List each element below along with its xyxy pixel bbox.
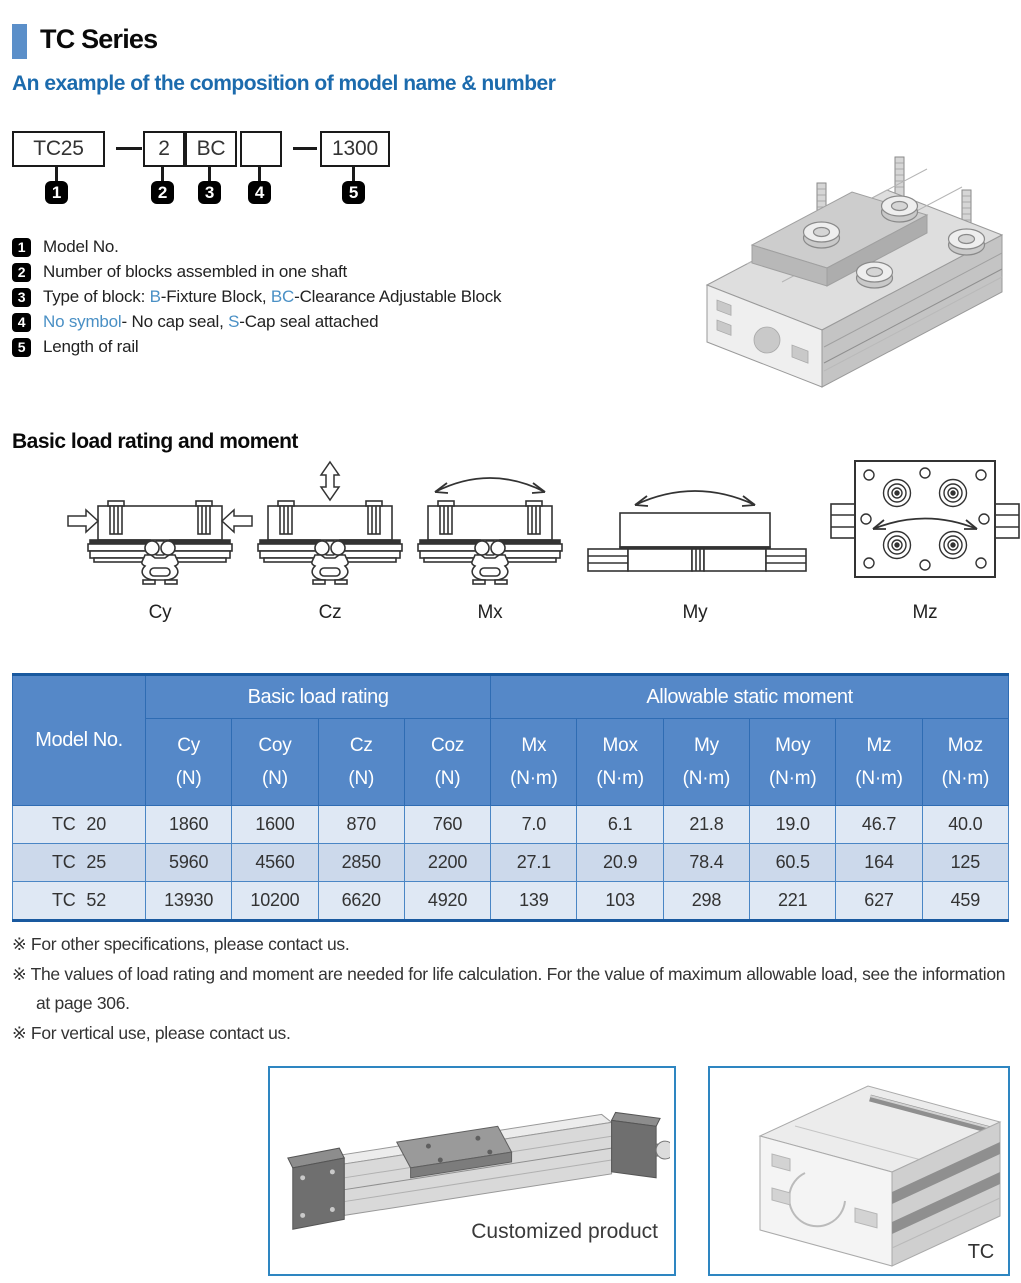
value-cell: 78.4	[663, 844, 749, 882]
model-number-diagram	[12, 131, 412, 215]
model-cell: TC 20	[13, 806, 146, 844]
value-cell: 1600	[232, 806, 318, 844]
value-cell: 21.8	[663, 806, 749, 844]
column-header-cell: Coz (N)	[404, 719, 490, 806]
value-cell: 46.7	[836, 806, 922, 844]
legend-badge: 5	[12, 338, 31, 357]
value-cell: 760	[404, 806, 490, 844]
model-cell: TC 52	[13, 882, 146, 921]
arrow-vertical-icon	[321, 462, 339, 500]
intro-heading: An example of the composition of model name & number	[12, 72, 556, 95]
value-cell: 870	[318, 806, 404, 844]
my-drawing	[575, 475, 815, 595]
value-cell: 298	[663, 882, 749, 921]
figure-label: Cy	[148, 602, 172, 623]
value-cell: 1860	[146, 806, 232, 844]
legend-text: No symbol- No cap seal, S-Cap seal attached	[43, 312, 379, 331]
value-cell: 10200	[232, 882, 318, 921]
figure-label: Mx	[477, 602, 503, 623]
roller-icon	[940, 532, 967, 559]
static-moment-group-header: Allowable static moment	[491, 675, 1009, 719]
column-header-cell: Cy (N)	[146, 719, 232, 806]
value-cell: 19.0	[750, 806, 836, 844]
profile-illustration	[710, 1068, 1004, 1270]
value-cell: 2200	[404, 844, 490, 882]
model-separator	[293, 147, 317, 150]
note: ※ For other specifications, please contact us.	[12, 934, 350, 954]
badge-connector	[161, 167, 164, 181]
value-cell: 6620	[318, 882, 404, 921]
value-cell: 4560	[232, 844, 318, 882]
legend-item	[12, 287, 652, 307]
figure-label: Mz	[912, 602, 938, 623]
badge-connector	[55, 167, 58, 181]
mz-drawing	[825, 445, 1021, 595]
column-header-cell: Mox (N·m)	[577, 719, 663, 806]
figure-my	[575, 475, 815, 624]
actuator-illustration	[270, 1078, 670, 1238]
basic-load-group-header: Basic load rating	[146, 675, 491, 719]
column-header-cell: Moz (N·m)	[922, 719, 1008, 806]
badge-connector	[352, 167, 355, 181]
value-cell: 125	[922, 844, 1008, 882]
roller-icon	[884, 532, 911, 559]
value-cell: 7.0	[491, 806, 577, 844]
note: ※ For vertical use, please contact us.	[12, 1023, 291, 1043]
model-box-4	[240, 131, 282, 167]
legend-badge: 2	[12, 263, 31, 282]
legend-text: Number of blocks assembled in one shaft	[43, 262, 348, 281]
legend-text: Model No.	[43, 237, 119, 256]
value-cell: 164	[836, 844, 922, 882]
column-header-cell: Coy (N)	[232, 719, 318, 806]
badge-connector	[208, 167, 211, 181]
legend-badge: 4	[12, 313, 31, 332]
column-header-cell: Moy (N·m)	[750, 719, 836, 806]
model-box-1: TC25	[12, 131, 105, 167]
value-cell: 4920	[404, 882, 490, 921]
roller-icon	[940, 480, 967, 507]
spec-table-body	[13, 806, 1009, 921]
tc-profile-photo-box	[708, 1066, 1010, 1276]
legend-text: Length of rail	[43, 337, 139, 356]
number-badge-5: 5	[342, 181, 365, 204]
column-header-cell: My (N·m)	[663, 719, 749, 806]
curved-arrow-icon	[635, 491, 755, 506]
footnotes	[12, 930, 1015, 1049]
value-cell: 5960	[146, 844, 232, 882]
model-no-header: Model No.	[13, 675, 146, 806]
profile-series-label: TC	[967, 1241, 994, 1263]
value-cell: 627	[836, 882, 922, 921]
table-subheader-row	[13, 719, 1009, 806]
model-number-legend	[12, 237, 652, 362]
page-title: TC Series	[40, 24, 158, 54]
figure-mz	[825, 445, 1021, 624]
legend-badge: 3	[12, 288, 31, 307]
value-cell: 20.9	[577, 844, 663, 882]
column-header-cell: Cz (N)	[318, 719, 404, 806]
number-badge-4: 4	[248, 181, 271, 204]
model-cell: TC 25	[13, 844, 146, 882]
model-box-2: 2	[143, 131, 185, 167]
table-row	[13, 806, 1009, 844]
arrow-right-icon	[68, 510, 98, 532]
value-cell: 2850	[318, 844, 404, 882]
mx-drawing	[390, 460, 590, 595]
legend-item	[12, 262, 652, 282]
load-section-heading: Basic load rating and moment	[12, 430, 298, 453]
value-cell: 103	[577, 882, 663, 921]
title-accent-bar	[12, 24, 27, 59]
value-cell: 13930	[146, 882, 232, 921]
figure-label: Cz	[318, 602, 342, 623]
value-cell: 60.5	[750, 844, 836, 882]
customized-product-caption: Customized product	[471, 1220, 658, 1243]
table-row	[13, 844, 1009, 882]
value-cell: 139	[491, 882, 577, 921]
value-cell: 221	[750, 882, 836, 921]
number-badge-2: 2	[151, 181, 174, 204]
figure-mx	[390, 460, 590, 624]
value-cell: 6.1	[577, 806, 663, 844]
legend-text: Type of block: B-Fixture Block, BC-Clearance Adjustable Block	[43, 287, 502, 306]
model-box-3: BC	[185, 131, 237, 167]
legend-item	[12, 337, 652, 357]
column-header-cell: Mz (N·m)	[836, 719, 922, 806]
value-cell: 27.1	[491, 844, 577, 882]
badge-connector	[258, 167, 261, 181]
rail-rollers-illustration	[672, 95, 1017, 390]
spec-table	[12, 673, 1009, 922]
number-badge-1: 1	[45, 181, 68, 204]
number-badge-3: 3	[198, 181, 221, 204]
legend-item	[12, 312, 652, 332]
legend-badge: 1	[12, 238, 31, 257]
curved-arrow-icon	[435, 478, 545, 493]
column-header-cell: Mx (N·m)	[491, 719, 577, 806]
model-box-5: 1300	[320, 131, 390, 167]
legend-item	[12, 237, 652, 257]
note: ※ The values of load rating and moment are needed for life calculation. For the value of maximum allowable load, see the information at page 306.	[12, 964, 1006, 1013]
roller-icon	[884, 480, 911, 507]
figure-label: My	[682, 602, 708, 623]
value-cell: 459	[922, 882, 1008, 921]
value-cell: 40.0	[922, 806, 1008, 844]
model-separator	[116, 147, 142, 150]
customized-product-photo-box	[268, 1066, 676, 1276]
table-row	[13, 882, 1009, 921]
